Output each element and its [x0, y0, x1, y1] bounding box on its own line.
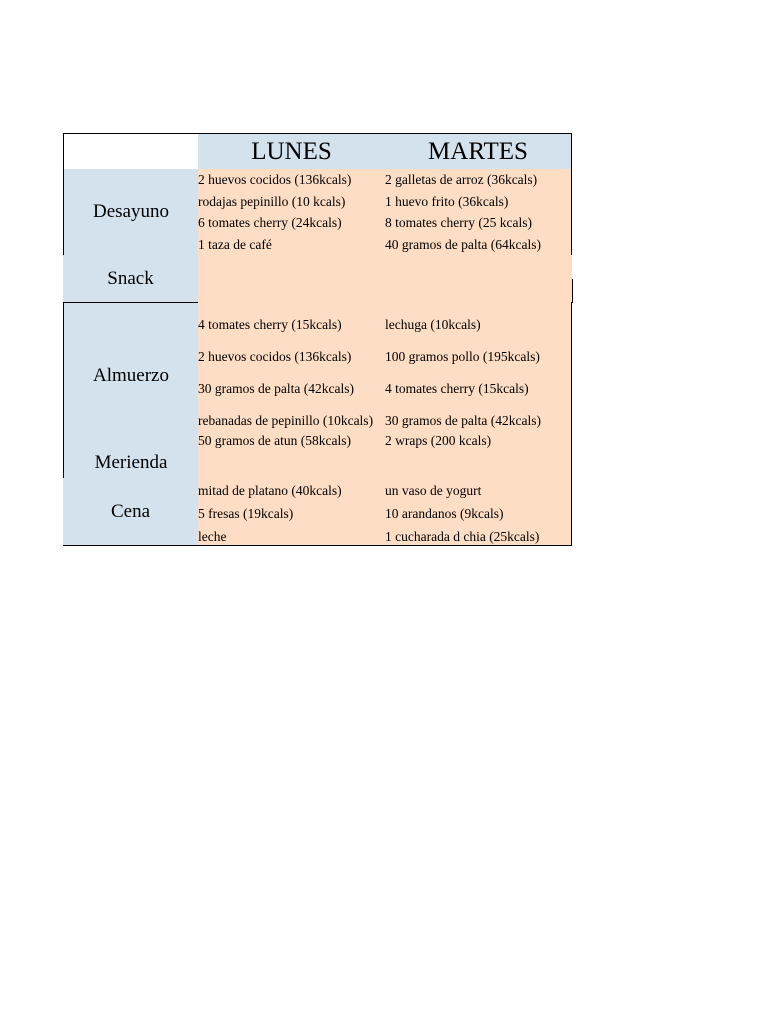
row-label-cena-cell[interactable]: [63, 478, 199, 546]
row-label-merienda: Merienda: [94, 452, 168, 473]
row-label-desayuno: Desayuno: [93, 201, 169, 222]
martes-cena-list: [385, 478, 571, 553]
header-lunes-cell[interactable]: [198, 133, 386, 170]
list-item: 1 huevo frito (36kcals): [385, 193, 509, 209]
list-item: un vaso de yogurt: [385, 483, 482, 498]
row-label-desayuno-cell[interactable]: [63, 169, 199, 256]
list-item: 1 taza de café: [198, 236, 272, 252]
list-item: 4 tomates cherry (15kcals): [198, 317, 342, 332]
list-item: 100 gramos pollo (195kcals): [385, 349, 540, 364]
list-item: 30 gramos de palta (42kcals): [385, 413, 541, 428]
martes-snack-cell[interactable]: [385, 255, 572, 303]
lunes-cena-cell[interactable]: [198, 478, 386, 546]
list-item: 40 gramos de palta (64kcals): [385, 236, 541, 252]
lunes-snack-cell[interactable]: [198, 255, 386, 303]
martes-almuerzo-list: [385, 302, 571, 453]
list-item: rodajas pepinillo (10 kcals): [198, 193, 346, 209]
list-item: lechuga (10kcals): [385, 317, 481, 332]
list-item: 2 wraps (200 kcals): [385, 432, 492, 448]
header-martes-cell[interactable]: [385, 133, 572, 170]
martes-merienda-cell[interactable]: [385, 448, 572, 479]
list-item: 1 cucharada d chia (25kcals): [385, 529, 540, 544]
meal-plan-table: [63, 133, 572, 546]
row-label-snack: Snack: [107, 268, 154, 289]
lunes-almuerzo-cell[interactable]: [198, 302, 386, 449]
row-label-almuerzo-cell[interactable]: [63, 302, 199, 449]
lunes-desayuno-cell[interactable]: [198, 169, 386, 256]
martes-desayuno-cell[interactable]: [385, 169, 572, 256]
lunes-merienda-cell[interactable]: [198, 448, 386, 479]
header-blank-cell[interactable]: [63, 133, 199, 170]
list-item: 30 gramos de palta (42kcals): [198, 381, 354, 396]
row-label-merienda-cell[interactable]: [63, 448, 199, 479]
row-label-almuerzo: Almuerzo: [93, 364, 169, 386]
cell-border-fragment: [572, 279, 573, 303]
martes-almuerzo-cell[interactable]: [385, 302, 572, 449]
list-item: 10 arandanos (9kcals): [385, 506, 504, 521]
lunes-desayuno-list: [198, 169, 385, 259]
martes-cena-cell[interactable]: [385, 478, 572, 546]
header-martes: MARTES: [428, 138, 528, 165]
list-item: 50 gramos de atun (58kcals): [198, 432, 351, 448]
list-item: 5 fresas (19kcals): [198, 506, 294, 521]
list-item: 2 huevos cocidos (136kcals): [198, 349, 352, 364]
list-item: 2 galletas de arroz (36kcals): [385, 172, 538, 187]
list-item: rebanadas de pepinillo (10kcals): [198, 413, 374, 428]
list-item: 4 tomates cherry (15kcals): [385, 381, 529, 396]
lunes-cena-list: [198, 478, 385, 553]
header-lunes: LUNES: [251, 138, 332, 165]
list-item: leche: [198, 529, 227, 544]
martes-desayuno-list: [385, 169, 571, 259]
lunes-almuerzo-list: [198, 302, 385, 453]
list-item: mitad de platano (40kcals): [198, 483, 342, 498]
list-item: 6 tomates cherry (24kcals): [198, 215, 342, 230]
row-label-cena: Cena: [110, 500, 151, 522]
list-item: 8 tomates cherry (25 kcals): [385, 215, 532, 230]
row-label-snack-cell[interactable]: [63, 255, 199, 303]
list-item: 2 huevos cocidos (136kcals): [198, 172, 352, 187]
